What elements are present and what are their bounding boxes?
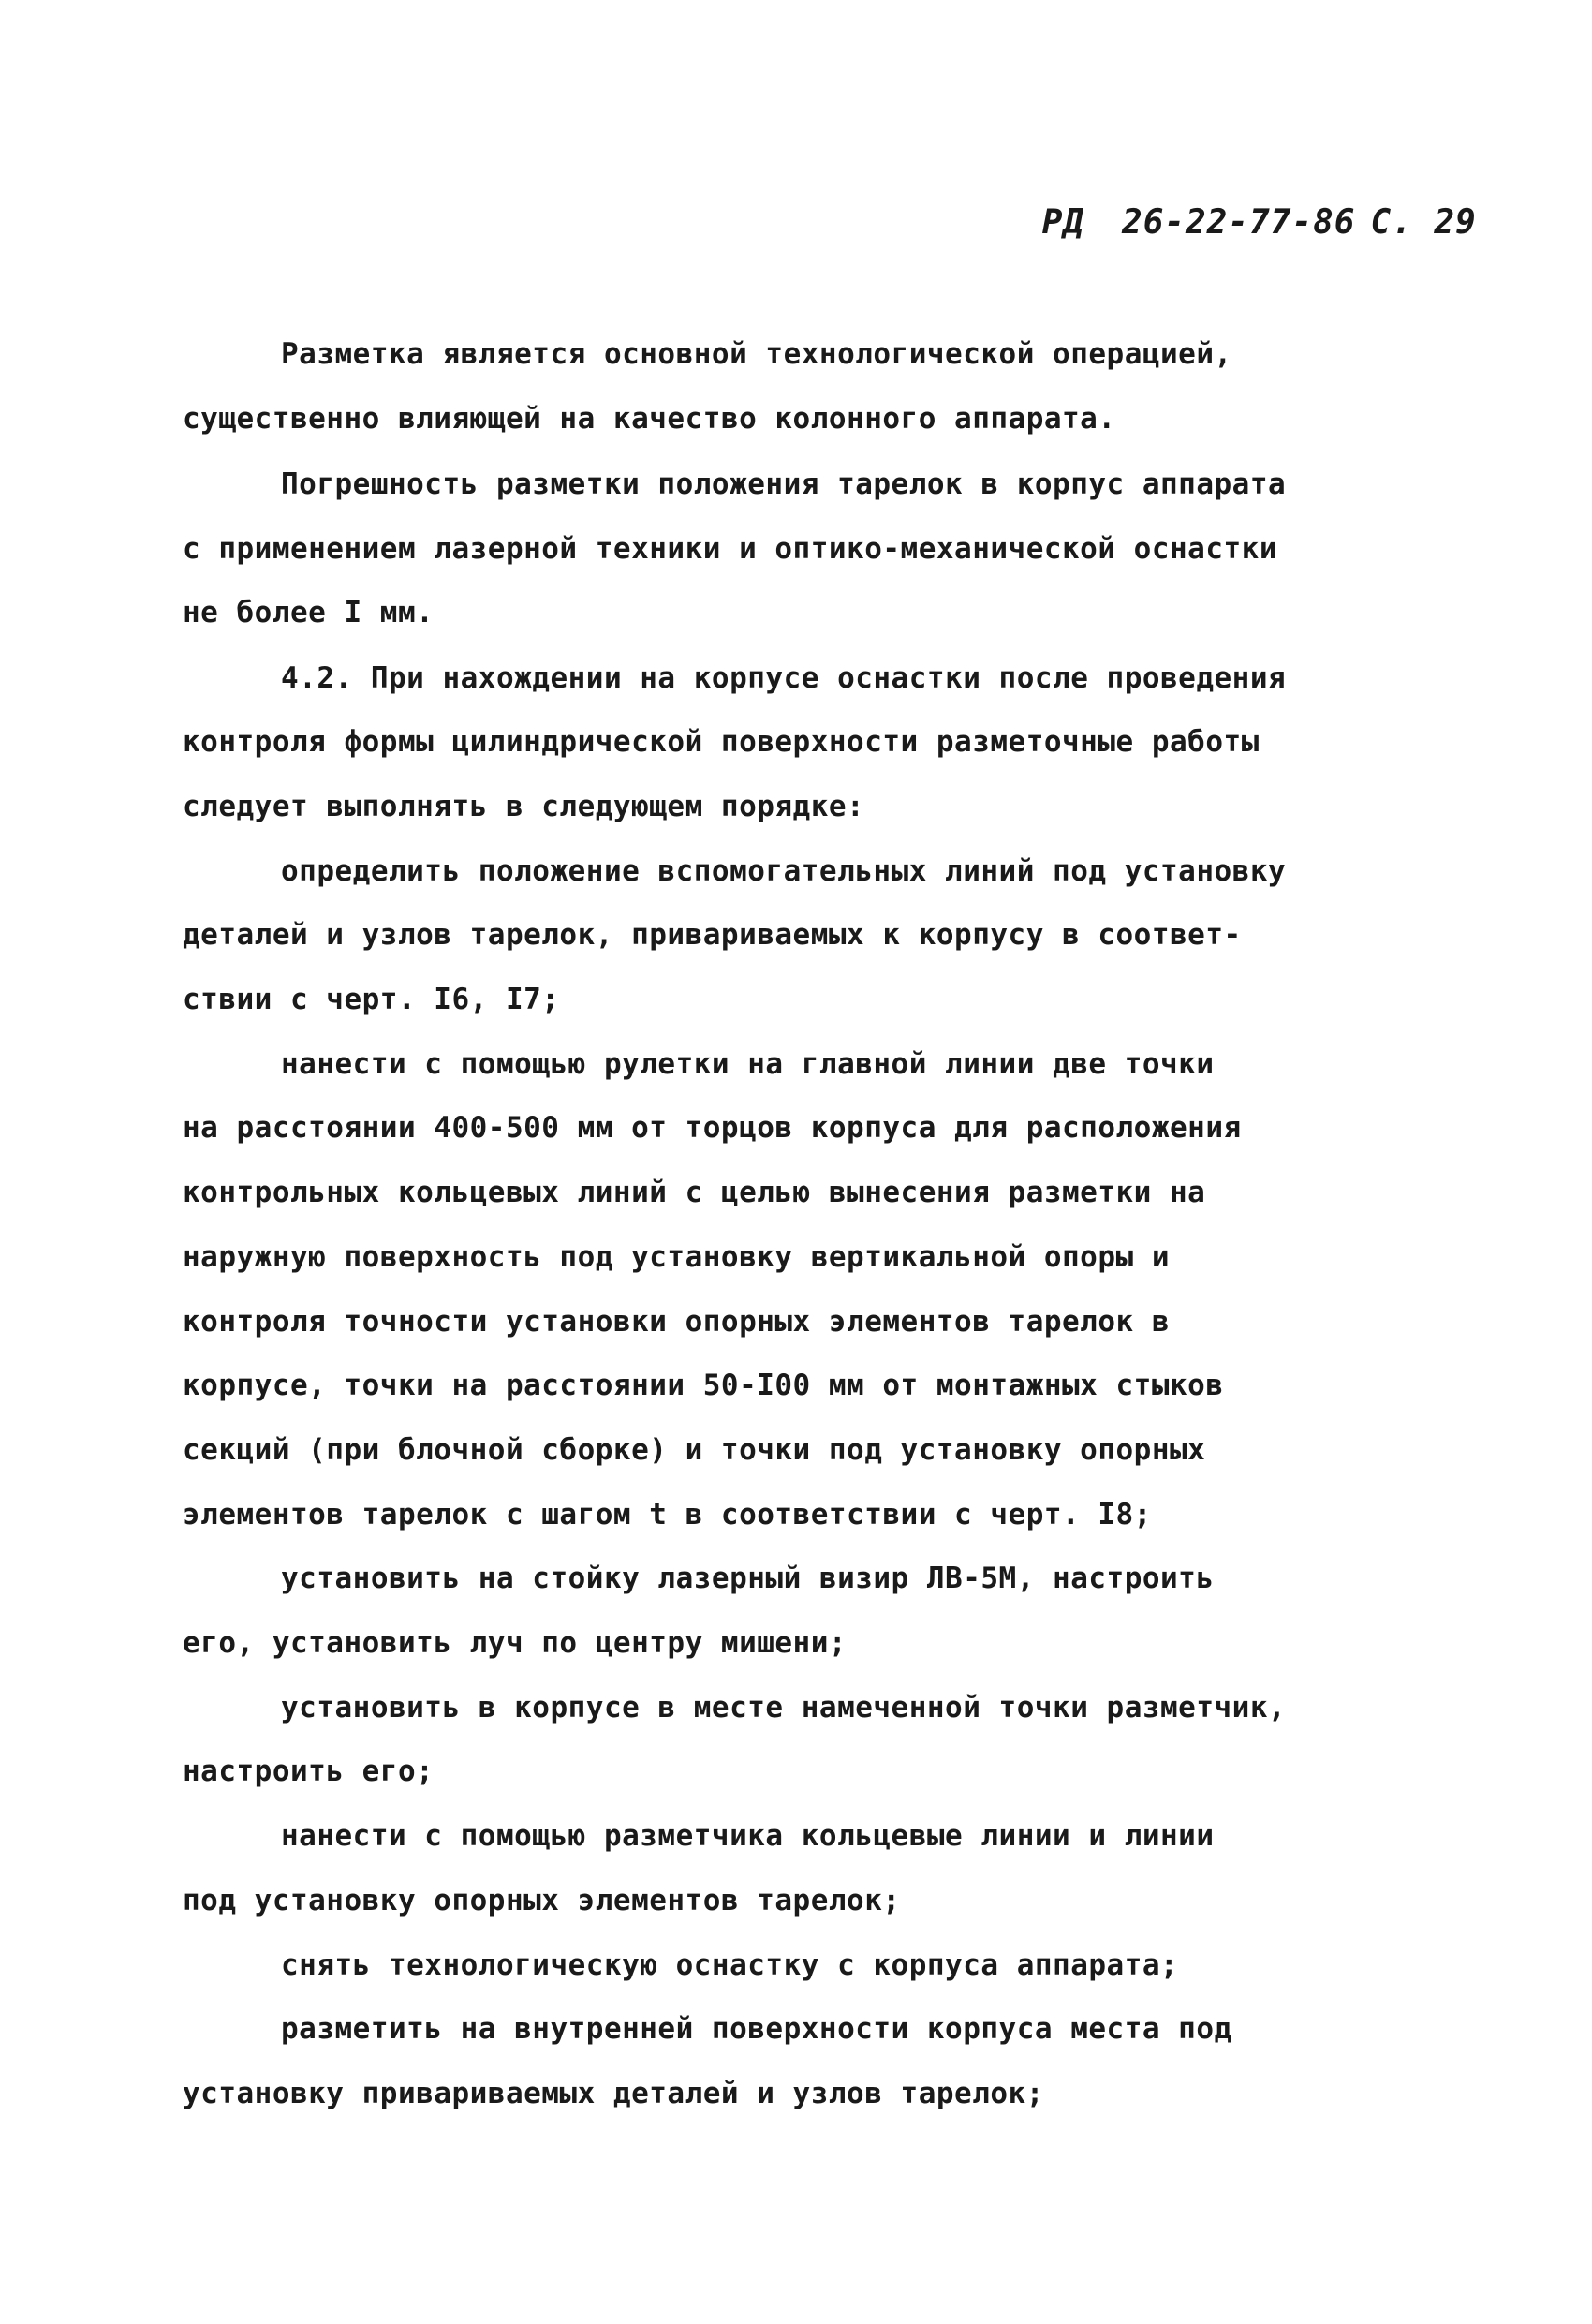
- text-line: следует выполнять в следующем порядке:: [183, 790, 865, 823]
- text-line: установку привариваемых деталей и узлов тарелок;: [183, 2077, 1044, 2110]
- text-line: контроля формы цилиндрической поверхности разметочные работы: [183, 725, 1260, 759]
- text-line: на расстоянии 400-500 мм от торцов корпуса для расположения: [183, 1111, 1242, 1145]
- text-line: с применением лазерной техники и оптико-механической оснастки: [183, 532, 1277, 566]
- text-line: разметить на внутренней поверхности корпуса места под: [281, 2012, 1232, 2046]
- text-line: контроля точности установки опорных элементов тарелок в: [183, 1305, 1170, 1339]
- document-type: РД: [1041, 203, 1085, 242]
- text-line: контрольных кольцевых линий с целью вынесения разметки на: [183, 1176, 1206, 1209]
- text-line: настроить его;: [183, 1754, 435, 1788]
- text-line: корпусе, точки на расстоянии 50-I00 мм от монтажных стыков: [183, 1369, 1224, 1402]
- text-line: Разметка является основной технологической операцией,: [281, 337, 1232, 371]
- text-line: элементов тарелок с шагом t в соответствии с черт. I8;: [183, 1498, 1152, 1532]
- text-line: Погрешность разметки положения тарелок в корпус аппарата: [281, 467, 1287, 501]
- text-line: установить в корпусе в месте намеченной точки разметчик,: [281, 1691, 1287, 1724]
- text-line: 4.2. При нахождении на корпусе оснастки после проведения: [281, 661, 1287, 695]
- text-line: нанести с помощью рулетки на главной линии две точки: [281, 1047, 1215, 1081]
- page-number: С. 29: [1370, 203, 1477, 242]
- page-header: [957, 165, 1477, 280]
- text-line: под установку опорных элементов тарелок;: [183, 1884, 901, 1917]
- text-line: деталей и узлов тарелок, привариваемых к корпусу в соответ-: [183, 918, 1242, 952]
- text-line: ствии с черт. I6, I7;: [183, 983, 560, 1016]
- text-line: нанести с помощью разметчика кольцевые линии и линии: [281, 1819, 1215, 1853]
- text-line: снять технологическую оснастку с корпуса аппарата;: [281, 1948, 1179, 1982]
- text-line: определить положение вспомогательных линий под установку: [281, 854, 1287, 888]
- text-line: существенно влияющей на качество колонного аппарата.: [183, 402, 1116, 436]
- text-line: не более I мм.: [183, 596, 435, 629]
- text-line: установить на стойку лазерный визир ЛВ-5М, настроить: [281, 1562, 1215, 1595]
- text-line: его, установить луч по центру мишени;: [183, 1626, 848, 1660]
- text-line: секций (при блочной сборке) и точки под установку опорных: [183, 1433, 1206, 1467]
- document-code: 26-22-77-86: [1122, 203, 1356, 242]
- text-line: наружную поверхность под установку вертикальной опоры и: [183, 1240, 1170, 1274]
